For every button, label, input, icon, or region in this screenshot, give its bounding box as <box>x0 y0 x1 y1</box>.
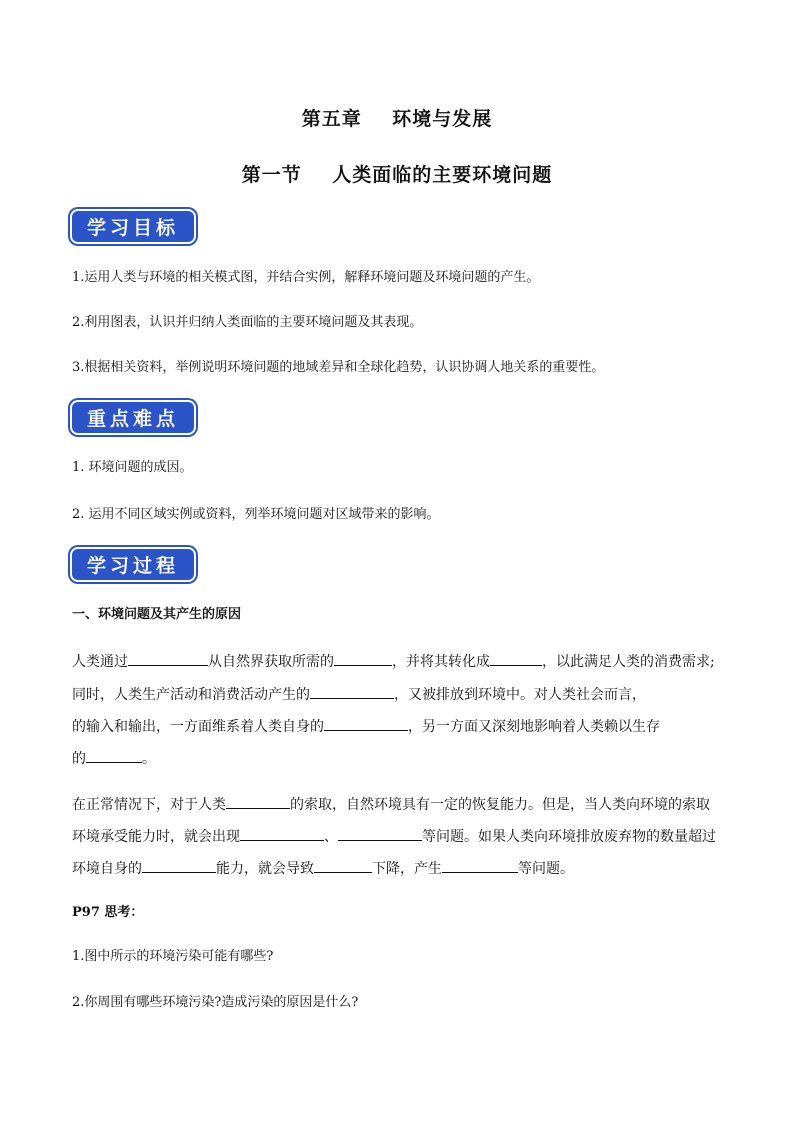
blank-11[interactable] <box>314 858 372 873</box>
paragraph-2-line-1 <box>72 794 722 814</box>
paragraph-1-line-4 <box>72 748 722 768</box>
section-title: 第一节 人类面临的主要环境问题 <box>241 164 553 186</box>
blank-10[interactable] <box>142 858 216 873</box>
text-segment: 的索取，自然环境具有一定的恢复能力。但是，当人类向环境的索取 <box>290 797 710 813</box>
blank-6[interactable] <box>86 748 142 763</box>
text-segment: 下降，产生 <box>372 861 442 877</box>
text-segment: 能力，就会导致 <box>216 861 314 877</box>
goal-item-3: 3.根据相关资料，举例说明环境问题的地域差异和全球化趋势，认识协调人地关系的重要性。 <box>72 360 605 375</box>
blank-9[interactable] <box>338 826 422 841</box>
chapter-title: 第五章 环境与发展 <box>301 108 493 130</box>
text-segment: 等问题。 <box>518 861 574 877</box>
goal-item-1: 1.运用人类与环境的相关模式图，并结合实例，解释环境问题及环境问题的产生。 <box>72 270 540 285</box>
blank-4[interactable] <box>310 684 394 699</box>
blank-7[interactable] <box>226 794 290 809</box>
key-point-item-2: 2. 运用不同区域实例或资料，列举环境问题对区域带来的影响。 <box>72 507 440 522</box>
text-segment: ，以此满足人类的消费需求; <box>542 654 715 670</box>
think-question-2: 2.你周围有哪些环境污染?造成污染的原因是什么? <box>72 995 359 1010</box>
text-segment: 、 <box>324 829 338 845</box>
text-segment: 环境自身的 <box>72 861 142 877</box>
key-points-badge-label: 重点难点 <box>86 408 179 430</box>
blank-3[interactable] <box>490 651 542 666</box>
key-points-badge <box>72 402 194 433</box>
paragraph-1-line-3 <box>72 716 722 736</box>
goals-badge-label: 学习目标 <box>86 217 179 239</box>
text-segment: 从自然界获取所需的 <box>208 654 334 670</box>
text-segment: ，并将其转化成 <box>392 654 490 670</box>
text-segment: 人类通过 <box>72 654 128 670</box>
goal-item-2: 2.利用图表，认识并归纳人类面临的主要环境问题及其表现。 <box>72 315 423 330</box>
blank-12[interactable] <box>442 858 518 873</box>
process-badge-label: 学习过程 <box>86 555 179 577</box>
text-segment: 的输入和输出，一方面维系着人类自身的 <box>72 719 324 735</box>
paragraph-2-line-3 <box>72 858 722 878</box>
text-segment: ，另一方面又深刻地影响着人类赖以生存 <box>408 719 660 735</box>
process-badge <box>72 549 194 580</box>
paragraph-1-line-1 <box>72 651 722 671</box>
key-point-item-1: 1. 环境问题的成因。 <box>72 460 193 475</box>
text-segment: 。 <box>142 751 156 767</box>
text-segment: 在正常情况下，对于人类 <box>72 797 226 813</box>
paragraph-1-line-2 <box>72 684 722 704</box>
blank-5[interactable] <box>324 716 408 731</box>
text-segment: ，又被排放到环境中。对人类社会而言， <box>394 687 646 703</box>
section-heading-causes: 一、环境问题及其产生的原因 <box>72 607 242 622</box>
text-segment: 环境承受能力时，就会出现 <box>72 829 240 845</box>
paragraph-2-line-2 <box>72 826 722 846</box>
blank-2[interactable] <box>334 651 392 666</box>
text-segment: 等问题。如果人类向环境排放废弃物的数量超过 <box>422 829 716 845</box>
text-segment: 的 <box>72 751 86 767</box>
goals-badge <box>72 211 194 242</box>
blank-8[interactable] <box>240 826 324 841</box>
think-question-1: 1.图中所示的环境污染可能有哪些? <box>72 949 274 964</box>
blank-1[interactable] <box>128 651 208 666</box>
think-heading: P97 思考： <box>72 905 144 920</box>
text-segment: 同时，人类生产活动和消费活动产生的 <box>72 687 310 703</box>
